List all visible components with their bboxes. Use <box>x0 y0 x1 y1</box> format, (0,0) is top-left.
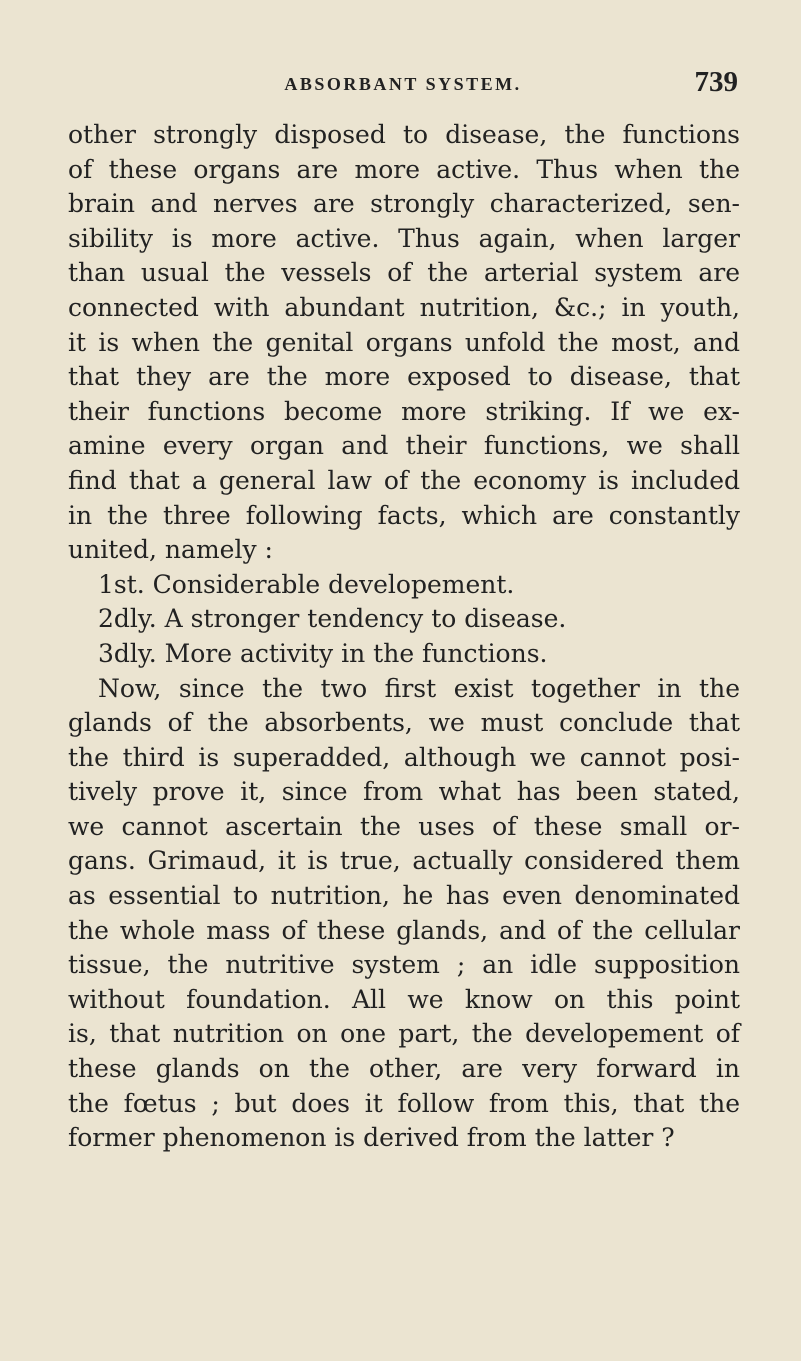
running-head <box>68 64 738 100</box>
text-line: find that a general law of the economy is included <box>68 465 740 495</box>
text-line: united, namely : <box>68 535 273 565</box>
text-line: of these organs are more active. Thus when the <box>68 154 740 184</box>
text-line: these glands on the other, are very forward in <box>68 1054 740 1084</box>
text-line: tissue, the nutritive system ; an idle supposition <box>68 950 740 980</box>
text-line: connected with abundant nutrition, &c.; in youth, <box>68 292 740 322</box>
text-line: as essential to nutrition, he has even denominated <box>68 881 740 911</box>
text-line: is, that nutrition on one part, the developement of <box>68 1019 740 1049</box>
page-number: 739 <box>694 66 738 98</box>
text-line: amine every organ and their functions, we shall <box>68 431 740 461</box>
text-line: in the three following facts, which are constantly <box>68 500 740 530</box>
text-line: Now, since the two first exist together in the <box>98 673 740 703</box>
text-line: their functions become more striking. If we ex- <box>68 396 740 426</box>
body-text <box>68 118 740 1156</box>
running-title: ABSORBANT SYSTEM. <box>284 74 522 94</box>
text-line: it is when the genital organs unfold the most, and <box>68 327 740 357</box>
text-line: glands of the absorbents, we must conclude that <box>68 708 740 738</box>
text-line: than usual the vessels of the arterial system are <box>68 258 740 288</box>
text-line: sibility is more active. Thus again, when larger <box>68 223 740 253</box>
text-line: tively prove it, since from what has been stated, <box>68 777 740 807</box>
text-line: that they are the more exposed to disease, that <box>68 362 740 392</box>
text-line: the third is superadded, although we cannot posi- <box>68 742 740 772</box>
text-line: 1st. Considerable developement. <box>98 569 515 599</box>
text-line: other strongly disposed to disease, the functions <box>68 120 740 149</box>
text-line: the fœtus ; but does it follow from this, that the <box>68 1088 740 1118</box>
text-line: the whole mass of these glands, and of the cellular <box>68 915 740 945</box>
text-line: 3dly. More activity in the functions. <box>98 638 548 668</box>
text-line: without foundation. All we know on this point <box>68 984 740 1014</box>
text-line: gans. Grimaud, it is true, actually considered them <box>68 846 740 876</box>
text-line: 2dly. A stronger tendency to disease. <box>98 604 567 634</box>
text-line: brain and nerves are strongly characterized, sen- <box>68 189 740 219</box>
text-line: former phenomenon is derived from the latter ? <box>68 1123 675 1153</box>
text-line: we cannot ascertain the uses of these small or- <box>68 811 740 841</box>
